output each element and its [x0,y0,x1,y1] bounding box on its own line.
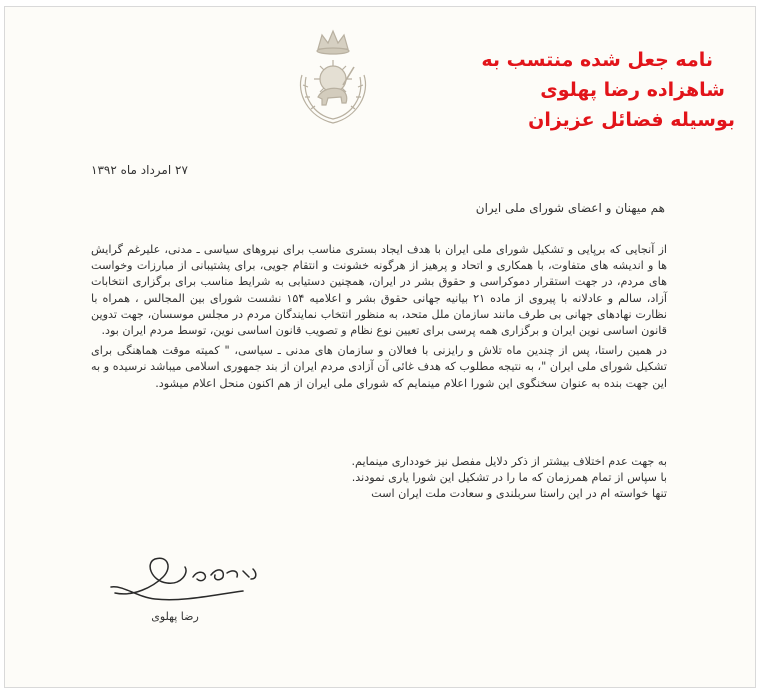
letter-closing [91,454,667,503]
letter-closing-1: به جهت عدم اختلاف بیشتر از ذکر دلایل مفصل نیز خودداری مینمایم. [351,455,667,468]
headline [435,45,735,135]
letter-salutation: هم میهنان و اعضای شورای ملی ایران [475,201,665,215]
headline-line-1: نامه جعل شده منتسب به [481,49,713,71]
headline-line-3: بوسیله فضائل عزیزان [528,109,735,131]
lion-and-sun-emblem-icon [288,27,378,127]
letter-closing-2: با سپاس از تمام همرزمان که ما را در تشکیل این شورا یاری نمودند. [351,471,667,485]
letter-page [4,6,756,688]
letter-paragraph-2: در همین راستا، پس از چندین ماه تلاش و رایزنی با فعالان و سازمان های مدنی ـ سیاسی، " کمیته موقت هماهنگی برای تشکیل شورای ملی ایران "، به نتیجه مطلوب که هدف غائی آن آزادی مردم ایران از بند جمهوری اسلامی میباشد نرسیده و به این جهت بنده به عنوان سخنگوی این شورا اعلام مینمایم که شورای ملی ایران از هم اکنون منحل اعلام میشود. [91,344,667,390]
letter-body [91,242,667,396]
headline-line-2: شاهزاده رضا پهلوی [540,79,725,101]
letter-closing-3: تنها خواسته ام در این راستا سربلندی و سعادت ملت ایران است [371,487,667,501]
letter-paragraph-1: از آنجایی که برپایی و تشکیل شورای ملی ایران با هدف ایجاد بستری مناسب برای نیروهای سیاسی ـ مدنی، علیرغم گرایش ها و اندیشه های متفاوت، با همکاری و اتحاد و پرهیز از هرگونه خشونت و انتقام جویی، برای پشتیبانی از مبارزات وخواست های مردم، در جهت استقرار دموکراسی و حقوق بشر در ایران، همچنین دستیابی به شرایط مناسب برای برگزاری انتخابات آزاد، سالم و عادلانه با پیروی از ماده ۲۱ بیانیه جهانی حقوق بشر و اعلامیه ۱۵۴ نشست شورای بین المجالس ، همراه با نظارت نهادهای جهانی بی طرف مانند سازمان ملل متحد، به منظور انتخاب نمایندگان مردم در مجلس موسسان، جهت تدوین قانون اساسی نوین ایران و برگزاری همه پرسی برای تعیین نوع نظام و تصویب قانون اساسی نوین، توسط مردم ایران بود. [91,243,667,338]
signer-name: رضا پهلوی [151,610,199,623]
letter-date: ۲۷ امرداد ماه ۱۳۹۲ [91,163,188,177]
handwritten-signature-icon [93,547,283,607]
